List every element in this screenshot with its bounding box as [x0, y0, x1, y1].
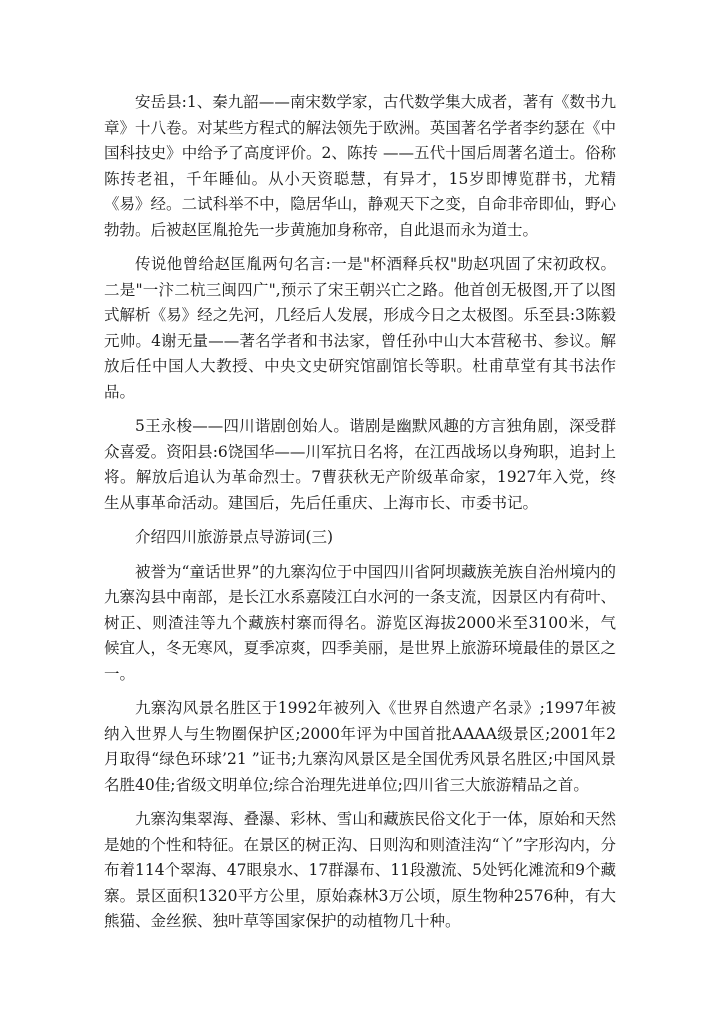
paragraph-ziyang-figures: 5王永梭——四川谐剧创始人。谐剧是幽默风趣的方言独角剧，深受群众喜爱。资阳县:6饶国华——川军抗日名将，在江西战场以身殉职，追封上将。解放后追认为革命烈士。7曹获秋无产阶级革命家，1927年入党，终生从事革命活动。建国后，先后任重庆、上海市长、市委书记。 [104, 417, 616, 512]
document-body [104, 90, 616, 944]
paragraph-jiuzhaigou-honors: 九寨沟风景名胜区于1992年被列入《世界自然遗产名录》;1997年被纳入世界人与生物圈保护区;2000年评为中国首批AAAA级景区;2001年2月取得“绿色环球’21 ”证书;九寨沟风景区是全国优秀风景名胜区;中国风景名胜40佳;省级文明单位;综合治理先进单位;四川省三大旅游精品之首。 [104, 699, 616, 794]
paragraph-jiuzhaigou-intro: 被誉为“童话世界”的九寨沟位于中国四川省阿坝藏族羌族自治州境内的九寨沟县中南部，是长江水系嘉陵江白水河的一条支流，因景区内有荷叶、树正、则渣洼等九个藏族村寨而得名。游览区海拔2000米至3100米，气候宜人，冬无寒风，夏季凉爽，四季美丽，是世界上旅游环境最佳的景区之一。 [104, 562, 616, 683]
paragraph-anyue-figures: 安岳县:1、秦九韶——南宋数学家，古代数学集大成者，著有《数书九章》十八卷。对某些方程式的解法领先于欧洲。英国著名学者李约瑟在《中国科技史》中给予了高度评价。2、陈抟 ——五代十国后周著名道士。俗称陈抟老祖，千年睡仙。从小天资聪慧，有异才，15岁即博览群书，尤精《易》经。二试科举不中，隐居华山，静观天下之变，自命非帝即仙，野心勃勃。后被赵匡胤抢先一步黄施加身称帝，自此退而永为道士。 [104, 93, 616, 239]
paragraph-jiuzhaigou-features: 九寨沟集翠海、叠瀑、彩林、雪山和藏族民俗文化于一体，原始和天然是她的个性和特征。在景区的树正沟、日则沟和则渣洼沟“丫”字形沟内，分布着114个翠海、47眼泉水、17群瀑布、11段激流、5处钙化滩流和9个藏寨。景区面积1320平方公里，原始森林3万公顷，原生物种2576种，有大熊猫、金丝猴、独叶草等国家保护的动植物几十种。 [104, 810, 616, 930]
paragraph-chentuan-legend: 传说他曾给赵匡胤两句名言:一是"杯酒释兵权"助赵巩固了宋初政权。二是"一汴二杭三闽四广",预示了宋王朝兴亡之路。他首创无极图,开了以图式解析《易》经之先河，几经后人发展，形成今日之太极图。乐至县:3陈毅元帅。4谢无量——著名学者和书法家，曾任孙中山大本营秘书、参议。解放后任中国人大教授、中央文史研究馆副馆长等职。杜甫草堂有其书法作品。 [104, 255, 616, 401]
section-heading: 介绍四川旅游景点导游词(三) [135, 528, 334, 546]
